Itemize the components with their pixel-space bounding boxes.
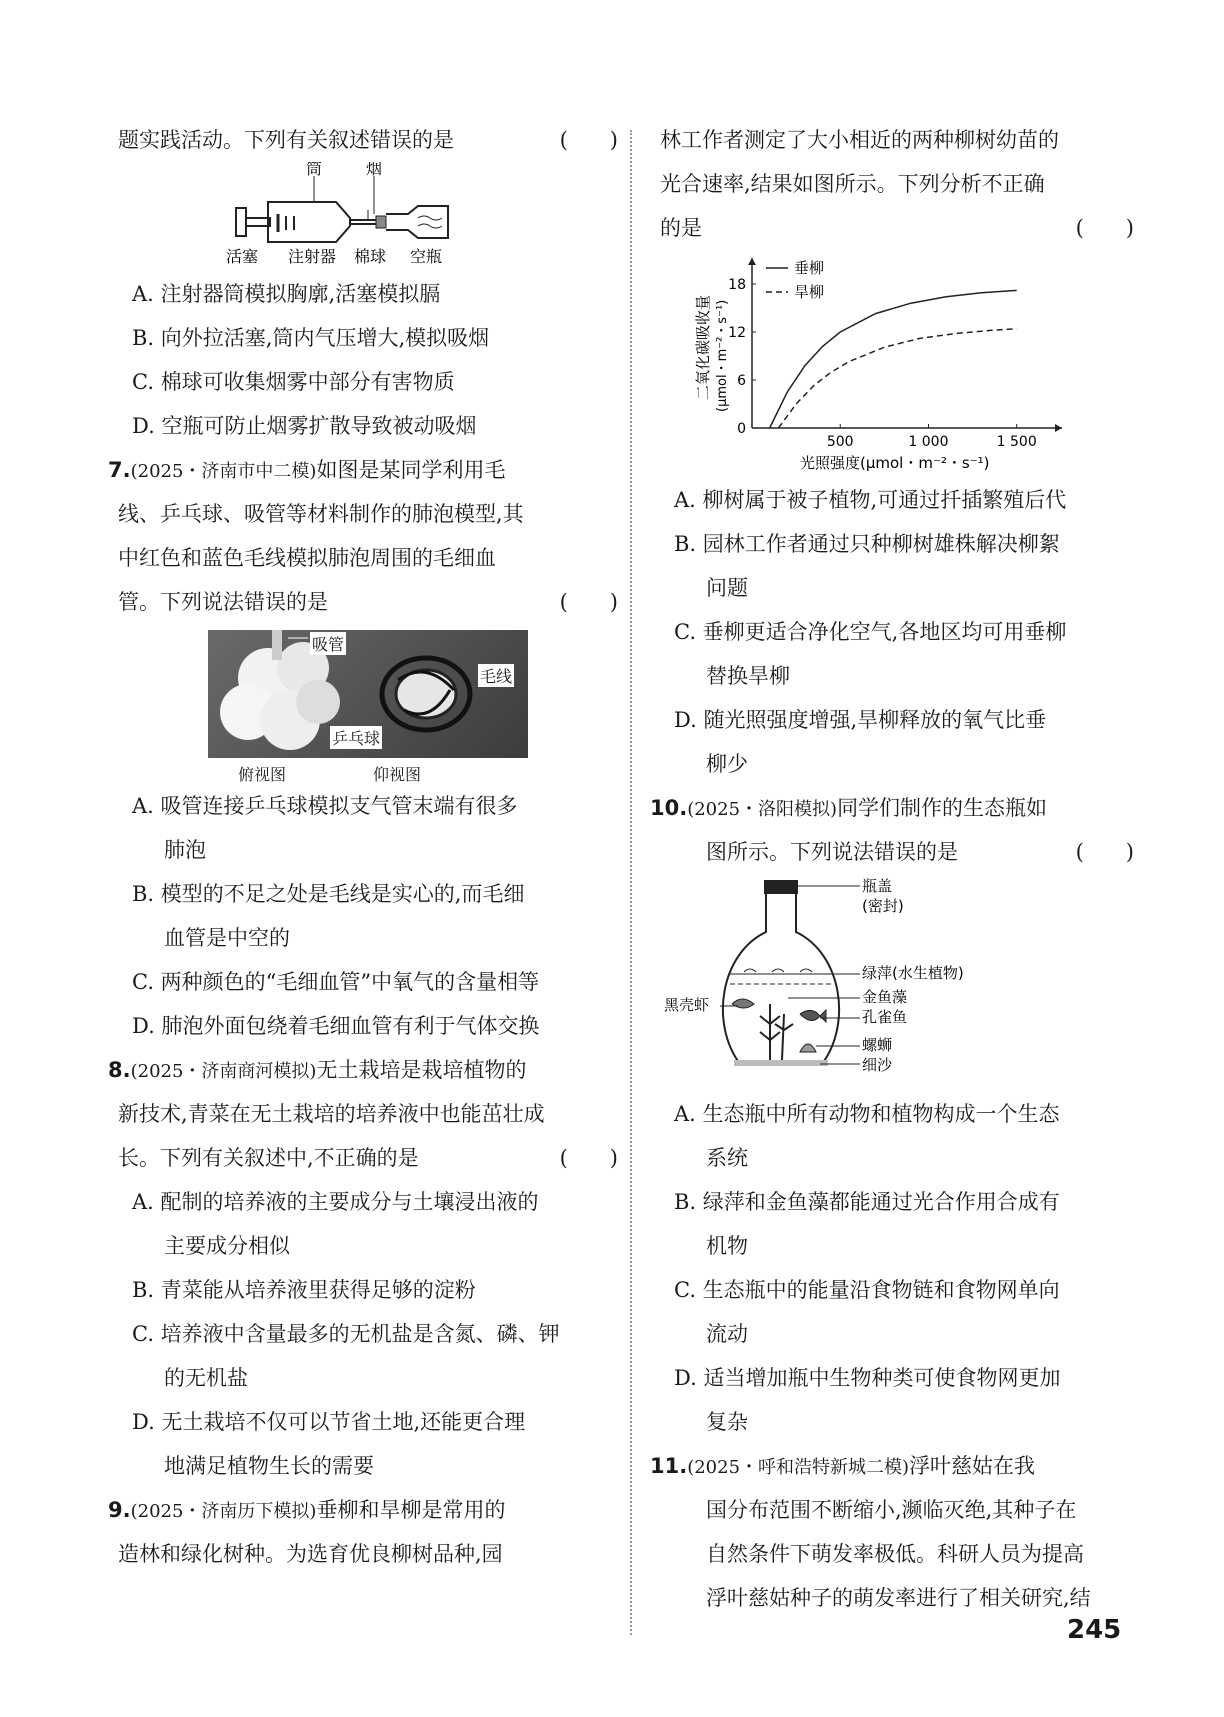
q8-option-a-cont: 主要成分相似 xyxy=(164,1234,290,1258)
q8-option-a: A. 配制的培养液的主要成分与土壤浸出液的 xyxy=(132,1190,539,1214)
label-hornwort: 金鱼藻 xyxy=(862,988,908,1006)
answer-blank: ( ) xyxy=(1075,840,1134,864)
question-source: (2025・呼和浩特新城二模) xyxy=(687,1457,910,1478)
y-axis-arrow xyxy=(748,258,756,265)
q9-stem-line: 林工作者测定了大小相近的两种柳树幼苗的 xyxy=(660,128,1059,152)
q9-option-c: C. 垂柳更适合净化空气,各地区均可用垂柳 xyxy=(674,620,1067,644)
q10-option-a: A. 生态瓶中所有动物和植物构成一个生态 xyxy=(674,1102,1060,1126)
q10-option-b: B. 绿萍和金鱼藻都能通过光合作用合成有 xyxy=(674,1190,1060,1214)
series-line xyxy=(778,329,1016,428)
q11-stem-line: 自然条件下萌发率极低。科研人员为提高 xyxy=(706,1542,1084,1566)
q10-stem-line: 图所示。下列说法错误的是 ( ) xyxy=(660,830,1134,874)
label-tube: 筒 xyxy=(306,162,323,178)
q8-stem: 8.(2025・济南商河模拟)无土栽培是栽培植物的 xyxy=(108,1058,527,1082)
label-pingpong: 乒乓球 xyxy=(330,726,382,749)
label-cap: 瓶盖 xyxy=(862,877,893,895)
q6-option-a: A. 注射器筒模拟胸廓,活塞模拟膈 xyxy=(132,282,441,306)
q10-option-c-cont: 流动 xyxy=(706,1322,748,1346)
q7-option-d: D. 肺泡外面包绕着毛细血管有利于气体交换 xyxy=(132,1014,540,1038)
answer-blank: ( ) xyxy=(559,1146,618,1170)
photosynthesis-line-chart xyxy=(660,250,1134,478)
q6-option-b: B. 向外拉活塞,筒内气压增大,模拟吸烟 xyxy=(132,326,490,350)
q7-stem-line: 管。下列说法错误的是 ( ) xyxy=(118,580,618,624)
q9-stem: 9.(2025・济南历下模拟)垂柳和旱柳是常用的 xyxy=(108,1498,506,1522)
q9-option-a: A. 柳树属于被子植物,可通过扦插繁殖后代 xyxy=(674,488,1067,512)
x-axis-arrow xyxy=(1055,424,1062,432)
label-sealed: (密封) xyxy=(862,897,904,915)
q9-option-d-cont: 柳少 xyxy=(706,752,748,776)
answer-blank: ( ) xyxy=(1075,216,1134,240)
chart-legend xyxy=(766,259,824,301)
q9-option-b: B. 园林工作者通过只种柳树雄株解决柳絮 xyxy=(674,532,1060,556)
chart-ticks xyxy=(728,277,1037,450)
q7-option-b-cont: 血管是中空的 xyxy=(164,926,290,950)
column-divider xyxy=(630,130,632,1635)
q11-stem-line: 浮叶慈姑种子的萌发率进行了相关研究,结 xyxy=(706,1586,1091,1610)
q8-option-b: B. 青菜能从培养液里获得足够的淀粉 xyxy=(132,1278,476,1302)
question-number: 9. xyxy=(108,1498,131,1522)
x-axis-label: 光照强度(μmol・m⁻²・s⁻¹) xyxy=(800,454,990,472)
q6-option-c: C. 棉球可收集烟雾中部分有害物质 xyxy=(132,370,455,394)
q10-option-d: D. 适当增加瓶中生物种类可使食物网更加 xyxy=(674,1366,1061,1390)
eco-bottle-diagram xyxy=(660,874,1134,1092)
series-line xyxy=(770,290,1017,428)
q7-stem-line: 线、乒乓球、吸管等材料制作的肺泡模型,其 xyxy=(118,502,524,526)
label-cotton: 棉球 xyxy=(354,247,387,266)
question-source: (2025・洛阳模拟) xyxy=(687,799,838,820)
q10-stem: 10.(2025・洛阳模拟)同学们制作的生态瓶如 xyxy=(650,796,1048,820)
question-number: 7. xyxy=(108,458,131,482)
question-number: 11. xyxy=(650,1454,688,1478)
legend-label: 垂柳 xyxy=(794,259,825,277)
answer-blank: ( ) xyxy=(559,128,618,152)
label-shrimp: 黑壳虾 xyxy=(664,996,710,1014)
q9-option-d: D. 随光照强度增强,旱柳释放的氧气比垂 xyxy=(674,708,1047,732)
q9-stem-line: 的是 ( ) xyxy=(660,206,1134,250)
q9-stem-line: 造林和绿化树种。为选育优良柳树品种,园 xyxy=(118,1542,503,1566)
label-yarn: 毛线 xyxy=(478,664,514,687)
x-tick-label: 500 xyxy=(826,434,854,450)
y-axis-unit: (μmol・m⁻²・s⁻¹) xyxy=(715,299,730,412)
q9-option-b-cont: 问题 xyxy=(706,576,748,600)
y-tick-label: 12 xyxy=(728,325,746,341)
answer-blank: ( ) xyxy=(559,590,618,614)
y-tick-label: 18 xyxy=(728,277,746,293)
label-syringe: 注射器 xyxy=(288,247,337,266)
q6-option-d: D. 空瓶可防止烟雾扩散导致被动吸烟 xyxy=(132,414,477,438)
question-source: (2025・济南商河模拟) xyxy=(130,1061,317,1082)
label-sand: 细沙 xyxy=(862,1056,893,1074)
q9-option-c-cont: 替换旱柳 xyxy=(706,664,790,688)
question-number: 10. xyxy=(650,796,688,820)
right-column xyxy=(650,118,1134,1620)
x-tick-label: 1 500 xyxy=(996,434,1037,450)
q8-option-d: D. 无土栽培不仅可以节省土地,还能更合理 xyxy=(132,1410,526,1434)
syringe-figure xyxy=(118,162,618,272)
q8-option-c-cont: 的无机盐 xyxy=(164,1366,248,1390)
label-guppy: 孔雀鱼 xyxy=(862,1008,908,1026)
q10-option-d-cont: 复杂 xyxy=(706,1410,748,1434)
y-tick-label: 0 xyxy=(737,421,746,437)
label-plunger: 活塞 xyxy=(226,247,259,266)
q7-option-c: C. 两种颜色的“毛细血管”中氧气的含量相等 xyxy=(132,970,540,994)
left-column xyxy=(108,118,618,1576)
q8-option-c: C. 培养液中含量最多的无机盐是含氮、磷、钾 xyxy=(132,1322,560,1346)
q11-stem-line: 国分布范围不断缩小,濒临灭绝,其种子在 xyxy=(706,1498,1077,1522)
q7-stem-line: 中红色和蓝色毛线模拟肺泡周围的毛细血 xyxy=(118,546,496,570)
photosynthesis-chart-figure xyxy=(660,250,1134,478)
label-straw: 吸管 xyxy=(310,632,346,655)
page-number: 245 xyxy=(1067,1615,1122,1645)
q10-option-c: C. 生态瓶中的能量沿食物链和食物网单向 xyxy=(674,1278,1060,1302)
q7-option-a: A. 吸管连接乒乓球模拟支气管末端有很多 xyxy=(132,794,518,818)
caption-bottom-view: 仰视图 xyxy=(373,765,422,784)
label-duckweed: 绿萍(水生植物) xyxy=(862,964,964,982)
question-number: 8. xyxy=(108,1058,131,1082)
q8-stem-line: 新技术,青菜在无土栽培的培养液中也能茁壮成 xyxy=(118,1102,545,1126)
q7-stem: 7.(2025・济南市中二模)如图是某同学利用毛 xyxy=(108,458,506,482)
eco-bottle-figure xyxy=(660,874,1134,1092)
q7-option-a-cont: 肺泡 xyxy=(164,838,206,862)
caption-top-view: 俯视图 xyxy=(238,765,287,784)
q7-option-b: B. 模型的不足之处是毛线是实心的,而毛细 xyxy=(132,882,525,906)
q9-stem-line: 光合速率,结果如图所示。下列分析不正确 xyxy=(660,172,1045,196)
label-bottle: 空瓶 xyxy=(410,247,443,266)
q10-option-a-cont: 系统 xyxy=(706,1146,748,1170)
syringe-diagram xyxy=(118,162,618,272)
chart-series xyxy=(770,290,1017,428)
q11-stem: 11.(2025・呼和浩特新城二模)浮叶慈姑在我 xyxy=(650,1454,1036,1478)
q10-option-b-cont: 机物 xyxy=(706,1234,748,1258)
question-source: (2025・济南市中二模) xyxy=(130,461,317,482)
x-tick-label: 1 000 xyxy=(908,434,949,450)
legend-label: 旱柳 xyxy=(794,283,825,301)
q8-option-d-cont: 地满足植物生长的需要 xyxy=(164,1454,374,1478)
label-snail: 螺蛳 xyxy=(862,1036,893,1054)
question-source: (2025・济南历下模拟) xyxy=(130,1501,317,1522)
label-smoke: 烟 xyxy=(366,162,383,178)
q8-stem-line: 长。下列有关叙述中,不正确的是 ( ) xyxy=(118,1136,618,1180)
y-tick-label: 6 xyxy=(737,373,746,389)
y-axis-label: 二氧化碳吸收量 xyxy=(694,294,712,400)
alveolus-model-figure xyxy=(118,624,618,784)
q6-stem-tail: 题实践活动。下列有关叙述错误的是 ( ) xyxy=(118,118,618,162)
